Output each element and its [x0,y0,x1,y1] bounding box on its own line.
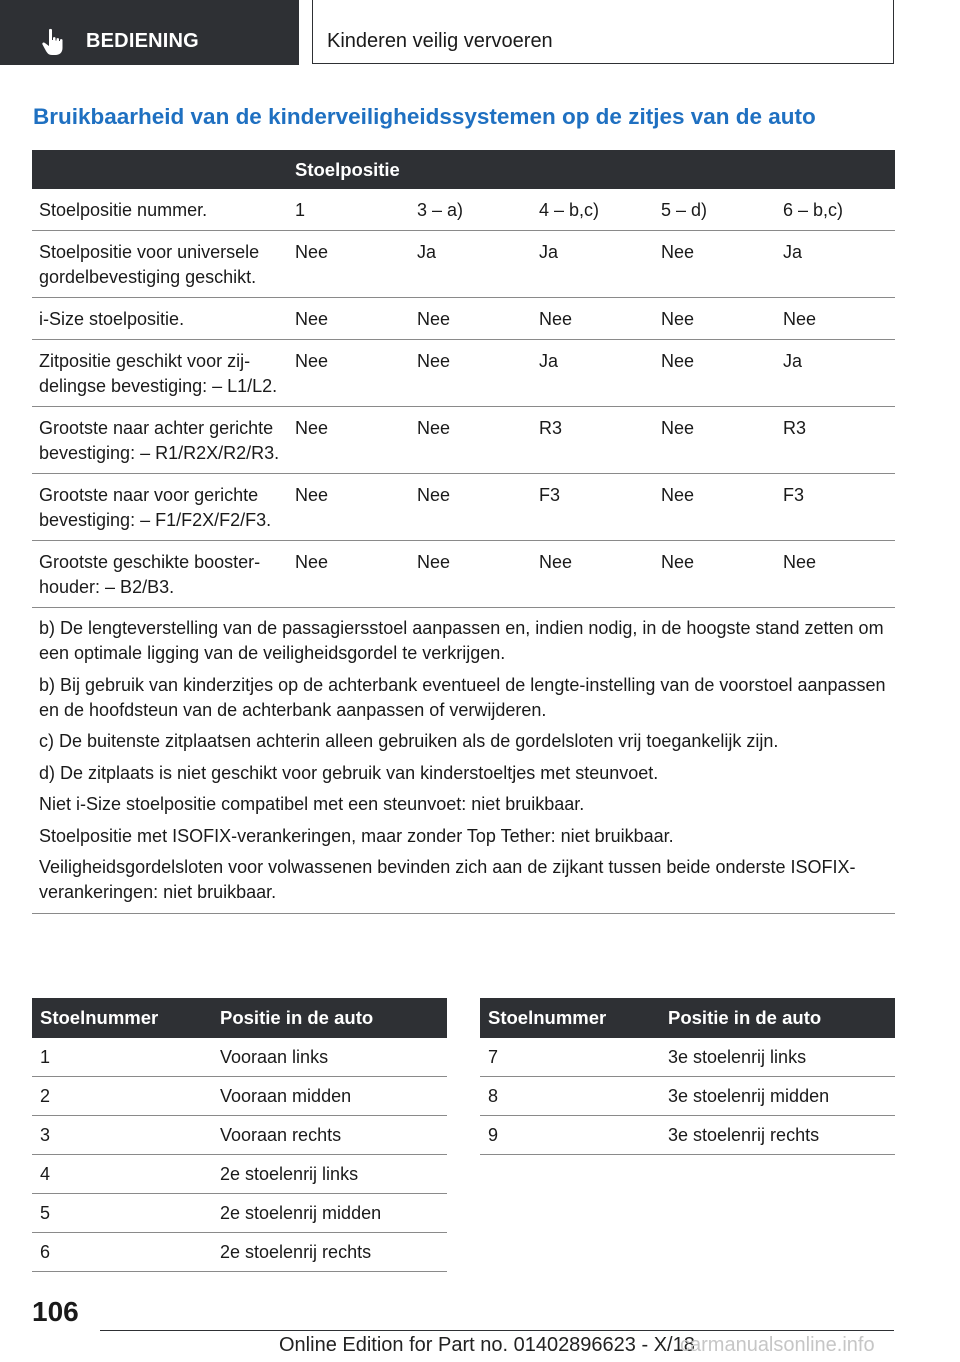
table-row [32,407,895,474]
seat-position-cell: 2e stoelenrij midden [212,1194,447,1233]
column-header-position: Positie in de auto [212,998,447,1038]
table-row [32,298,895,340]
table-cell: Ja [532,340,654,407]
table-cell: Nee [288,340,410,407]
compatibility-table [32,150,895,914]
seat-number-cell: 5 [32,1194,212,1233]
table-cell: R3 [532,407,654,474]
breadcrumb [312,0,894,64]
table-row [32,541,895,608]
page-number: 106 [32,1296,79,1327]
table-row [32,1038,447,1077]
table-cell: Nee [654,474,776,541]
table-row [32,340,895,407]
seat-position-cell: Vooraan midden [212,1077,447,1116]
row-label-cell: Zitpositie geschikt voor zijdelingse bevestiging: – L1/L2. [32,340,288,407]
table-cell: 3 – a) [410,189,532,231]
row-label-cell: Stoelpositie voor universele gordelbevestiging geschikt. [32,231,288,298]
table-cell: 4 – b,c) [532,189,654,231]
table-row [32,1233,447,1272]
column-header-seat-number: Stoelnummer [32,998,212,1038]
seat-number-cell: 1 [32,1038,212,1077]
row-label-cell: Stoelpositie nummer. [32,189,288,231]
seat-number-cell: 3 [32,1116,212,1155]
table-cell: Nee [288,474,410,541]
table-cell: Nee [776,298,895,340]
table-row [32,1077,447,1116]
table-cell: Ja [776,340,895,407]
breadcrumb-label: Kinderen veilig vervoeren [327,30,553,52]
table-row [480,1038,895,1077]
table-cell: Nee [654,340,776,407]
seat-number-table-right [480,998,895,1155]
footnote: d) De zitplaats is niet geschikt voor gebruik van kinderstoeltjes met steunvoet. [39,762,659,783]
table-cell: 6 – b,c) [776,189,895,231]
table-cell: 1 [288,189,410,231]
hand-pointer-icon [40,28,66,56]
table-header-row [32,998,447,1038]
page-heading: Bruikbaarheid van de kinderveiligheidssystemen op de zitjes van de auto [33,104,816,129]
table-cell: Nee [288,231,410,298]
table-cell: Nee [776,541,895,608]
table-header-seat-position: Stoelpositie [288,150,895,189]
footnote: b) De lengteverstelling van de passagiersstoel aanpassen en, indien nodig, in de hoogste stand zetten om een optimale ligging van de veiligheidsgordel te verkrijgen. [39,618,884,663]
table-cell: Nee [410,340,532,407]
table-cell: Nee [288,298,410,340]
seat-position-cell: 3e stoelenrij rechts [660,1116,895,1155]
table-cell: Nee [410,407,532,474]
seat-position-cell: 3e stoelenrij links [660,1038,895,1077]
seat-position-cell: 3e stoelenrij midden [660,1077,895,1116]
footer-watermark: carmanualsonline.info [680,1334,875,1356]
column-header-seat-number: Stoelnummer [480,998,660,1038]
table-row [32,1116,447,1155]
table-row [32,1155,447,1194]
seat-position-cell: 2e stoelenrij rechts [212,1233,447,1272]
table-cell: R3 [776,407,895,474]
section-label: BEDIENING [86,30,199,52]
seat-number-cell: 9 [480,1116,660,1155]
seat-position-cell: Vooraan rechts [212,1116,447,1155]
table-header-row [480,998,895,1038]
table-row [32,1194,447,1233]
table-cell: Nee [410,474,532,541]
footnote: Niet i-Size stoelpositie compatibel met een steunvoet: niet bruikbaar. [39,794,585,814]
table-cell: Nee [654,298,776,340]
row-label-cell: Grootste naar voor gerichte bevestiging: – F1/F2X/F2/F3. [32,474,288,541]
table-cell: Ja [532,231,654,298]
row-label-cell: i-Size stoelpositie. [32,298,288,340]
table-header-empty [32,150,288,189]
notes-row [32,608,895,914]
seat-number-cell: 8 [480,1077,660,1116]
row-label-cell: Grootste geschikte boosterhouder: – B2/B3. [32,541,288,608]
table-cell: Ja [410,231,532,298]
seat-number-cell: 4 [32,1155,212,1194]
seat-number-table-left [32,998,447,1272]
table-cell: Nee [532,541,654,608]
footnote: c) De buitenste zitplaatsen achterin alleen gebruiken als de gordelsloten vrij toegankelijk zijn. [39,731,779,751]
footer-divider [100,1330,894,1331]
section-tab [0,0,299,65]
table-row [32,231,895,298]
table-cell: Nee [654,541,776,608]
table-row [480,1116,895,1155]
seat-position-cell: 2e stoelenrij links [212,1155,447,1194]
footnote: Stoelpositie met ISOFIX-verankeringen, maar zonder Top Tether: niet bruikbaar. [39,825,674,846]
table-cell: 5 – d) [654,189,776,231]
table-row [32,189,895,231]
column-header-position: Positie in de auto [660,998,895,1038]
table-cell: Nee [654,407,776,474]
row-label-cell: Grootste naar achter gerichte bevestiging: – R1/R2X/R2/R3. [32,407,288,474]
table-cell: Nee [288,541,410,608]
seat-position-cell: Vooraan links [212,1038,447,1077]
table-header-row [32,150,895,189]
table-row [32,474,895,541]
table-cell: Nee [288,407,410,474]
table-cell: Nee [410,541,532,608]
footnote: b) Bij gebruik van kinderzitjes op de achterbank eventueel de lengte-instelling van de voorstoel aanpassen en de hoofdsteun van de achterbank aanpassen of verwijderen. [39,674,886,720]
notes-cell [32,608,895,914]
table-cell: F3 [532,474,654,541]
seat-number-cell: 7 [480,1038,660,1077]
table-cell: Nee [654,231,776,298]
seat-number-cell: 2 [32,1077,212,1116]
table-cell: F3 [776,474,895,541]
footnote: Veiligheidsgordelsloten voor volwassenen bevinden zich aan de zijkant tussen beide onderste ISOFIX-verankeringen: niet bruikbaar. [39,857,856,902]
footer-edition: Online Edition for Part no. 01402896623 - X/18 [279,1334,695,1356]
seat-number-cell: 6 [32,1233,212,1272]
table-cell: Nee [532,298,654,340]
table-cell: Nee [410,298,532,340]
table-cell: Ja [776,231,895,298]
table-row [480,1077,895,1116]
